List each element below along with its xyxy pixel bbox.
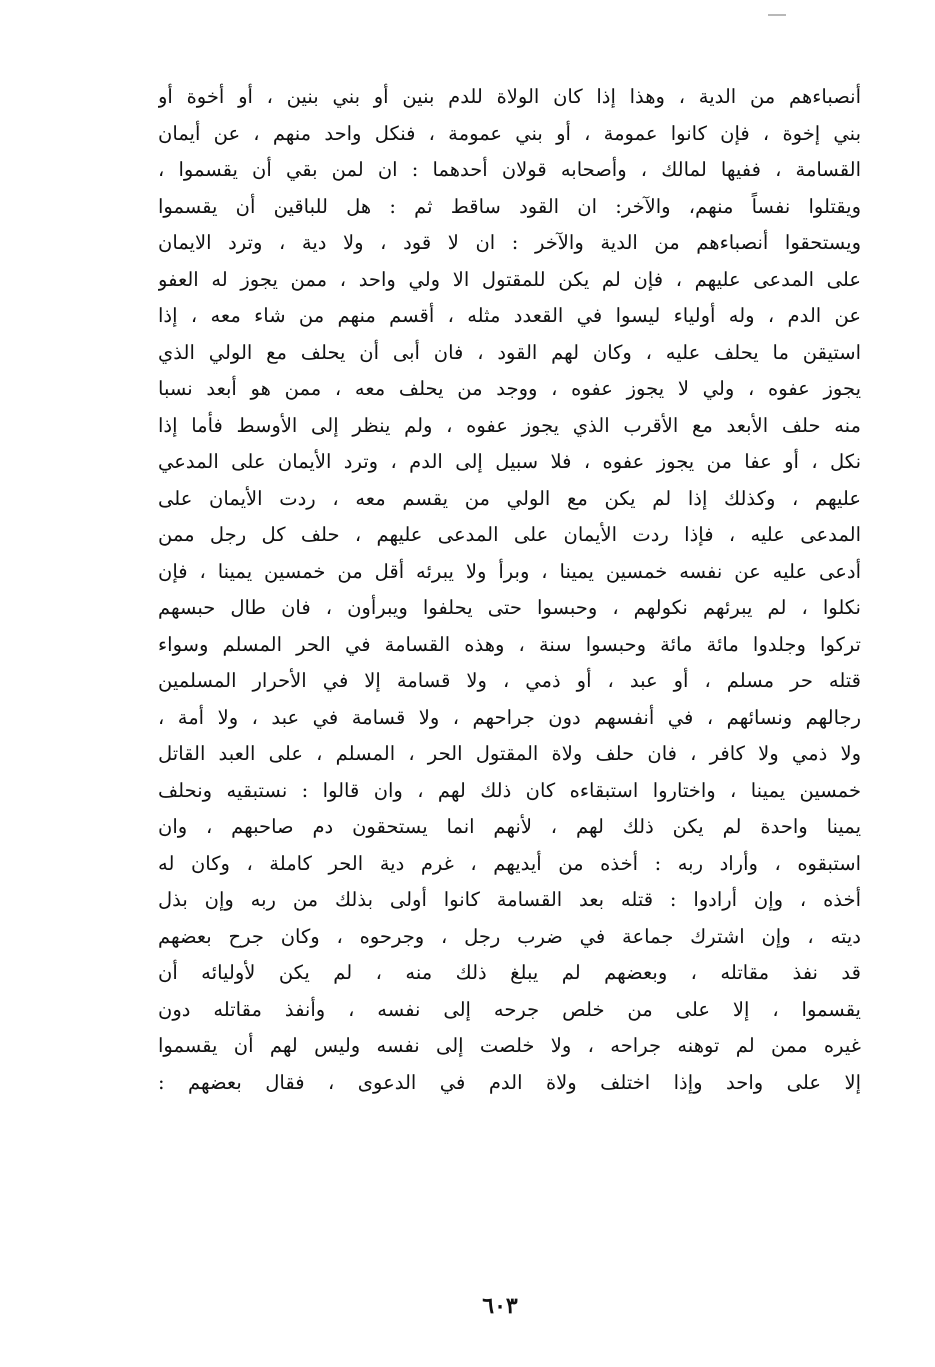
top-scan-mark — [768, 14, 786, 16]
text-line: ويقتلوا نفساً منهم، والآخر: ان القود ساقط ثم : هل للباقين أن يقسموا — [158, 194, 861, 218]
text-line: عن الدم ، وله أولياء ليسوا في القعدد مثله ، أقسم منهم من شاء معه ، إذا — [158, 304, 861, 327]
text-line: على المدعى عليهم ، فإن لم يكن للمقتول الا ولي واحد ، ممن يجوز له العفو — [158, 267, 861, 291]
text-line: قد نفذ مقاتله ، وبعضهم لم يبلغ ذلك منه ، لم يكن لأوليائه أن — [158, 961, 861, 984]
text-line: رجالهم ونسائهم ، في أنفسهم دون جراحهم ، ولا قسامة في عبد ، ولا أمة ، — [158, 705, 861, 729]
text-line: أنصباءهم من الدية ، وهذا إذا كان الولاة للدم بنين أو بني بنين ، أو أخوة أو — [158, 85, 861, 108]
text-line: بني إخوة ، فإن كانوا عمومة ، أو بني عمومة ، فنكل واحد منهم ، عن أيمان — [158, 121, 861, 145]
text-line: منه حلف الأبعد مع الأقرب الذي يجوز عفوه ، ولم ينظر إلى الأوسط فأما إذا — [158, 413, 861, 437]
text-line: نكل ، أو عفا من يجوز عفوه ، فلا سبيل إلى الدم ، وترد الأيمان على المدعي — [158, 450, 861, 473]
text-line: المدعى عليه ، فإذا ردت الأيمان على المدعى عليهم ، حلف كل رجل ممن — [158, 523, 861, 546]
text-line: استبقوه ، وأراد ربه : أخذه من أيديهم ، غرم دية الحر كاملة ، وكان له — [158, 851, 861, 875]
text-line: استيقن ما يحلف عليه ، وكان لهم القود ، فان أبى أن يحلف مع الولي الذي — [158, 340, 861, 364]
text-line: ديته ، وإن اشترك جماعة في ضرب رجل ، وجرحوه ، وكان جرح بعضهم — [158, 924, 861, 948]
text-line: يجوز عفوه ، ولي لا يجوز عفوه ، ووجد من يحلف معه ، ممن هو أبعد نسبا — [158, 377, 861, 400]
text-line: غيره ممن لم توهنه جراحه ، ولا خلصت إلى نفسه وليس لهم أن يقسموا — [158, 1034, 861, 1057]
text-line: ولا ذمي ولا كافر ، فان حلف ولاة المقتول الحر ، المسلم ، على العبد القاتل — [158, 742, 861, 765]
page-body-text — [158, 79, 861, 1101]
text-line: أخذه ، وإن أرادوا : قتله بعد القسامة كانوا أولى بذلك من ربه وإن بذل — [158, 888, 861, 911]
text-line: نكلوا ، لم يبرئهم نكولهم ، وحبسوا حتى يحلفوا ويبرأون ، فان طال حبسهم — [158, 596, 861, 619]
text-line: إلا على واحد وإذا اختلف ولاة الدم في الدعوى ، فقال بعضهم : — [158, 1070, 861, 1094]
text-line: القسامة ، ففيها لمالك ، وأصحابه قولان أحدهما : ان لمن بقي أن يقسموا ، — [158, 158, 861, 181]
text-line: يمينا واحدة لم يكن ذلك لهم ، لأنهم انما يستحقون دم صاحبهم ، وان — [158, 815, 861, 838]
text-line: ويستحقوا أنصباءهم من الدية والآخر : ان لا قود ، ولا دية ، وترد الايمان — [158, 231, 861, 254]
text-line: عليهم ، وكذلك إذا لم يكن مع الولي من يقسم معه ، ردت الأيمان على — [158, 486, 861, 510]
text-line: تركوا وجلدوا مائة مائة وحبسوا سنة ، وهذه القسامة في الحر المسلم وسواء — [158, 632, 861, 656]
text-line: قتله حر مسلم ، أو عبد ، أو ذمي ، ولا قسامة إلا في الأحرار المسلمين — [158, 669, 861, 692]
text-line: أدعى عليه عن نفسه خمسين يمينا ، وبرأ ولا يبرئه أقل من خمسين يمينا ، فإن — [158, 559, 861, 583]
text-line: خمسين يمينا ، واختاروا استبقاءه كان ذلك لهم ، وان قالوا : نستبقيه ونحلف — [158, 778, 861, 802]
text-line: يقسموا ، إلا على من خلص جرحه إلى نفسه ، وأنفذ مقاتله دون — [158, 997, 861, 1021]
page-number: ٦٠٣ — [482, 1293, 518, 1319]
